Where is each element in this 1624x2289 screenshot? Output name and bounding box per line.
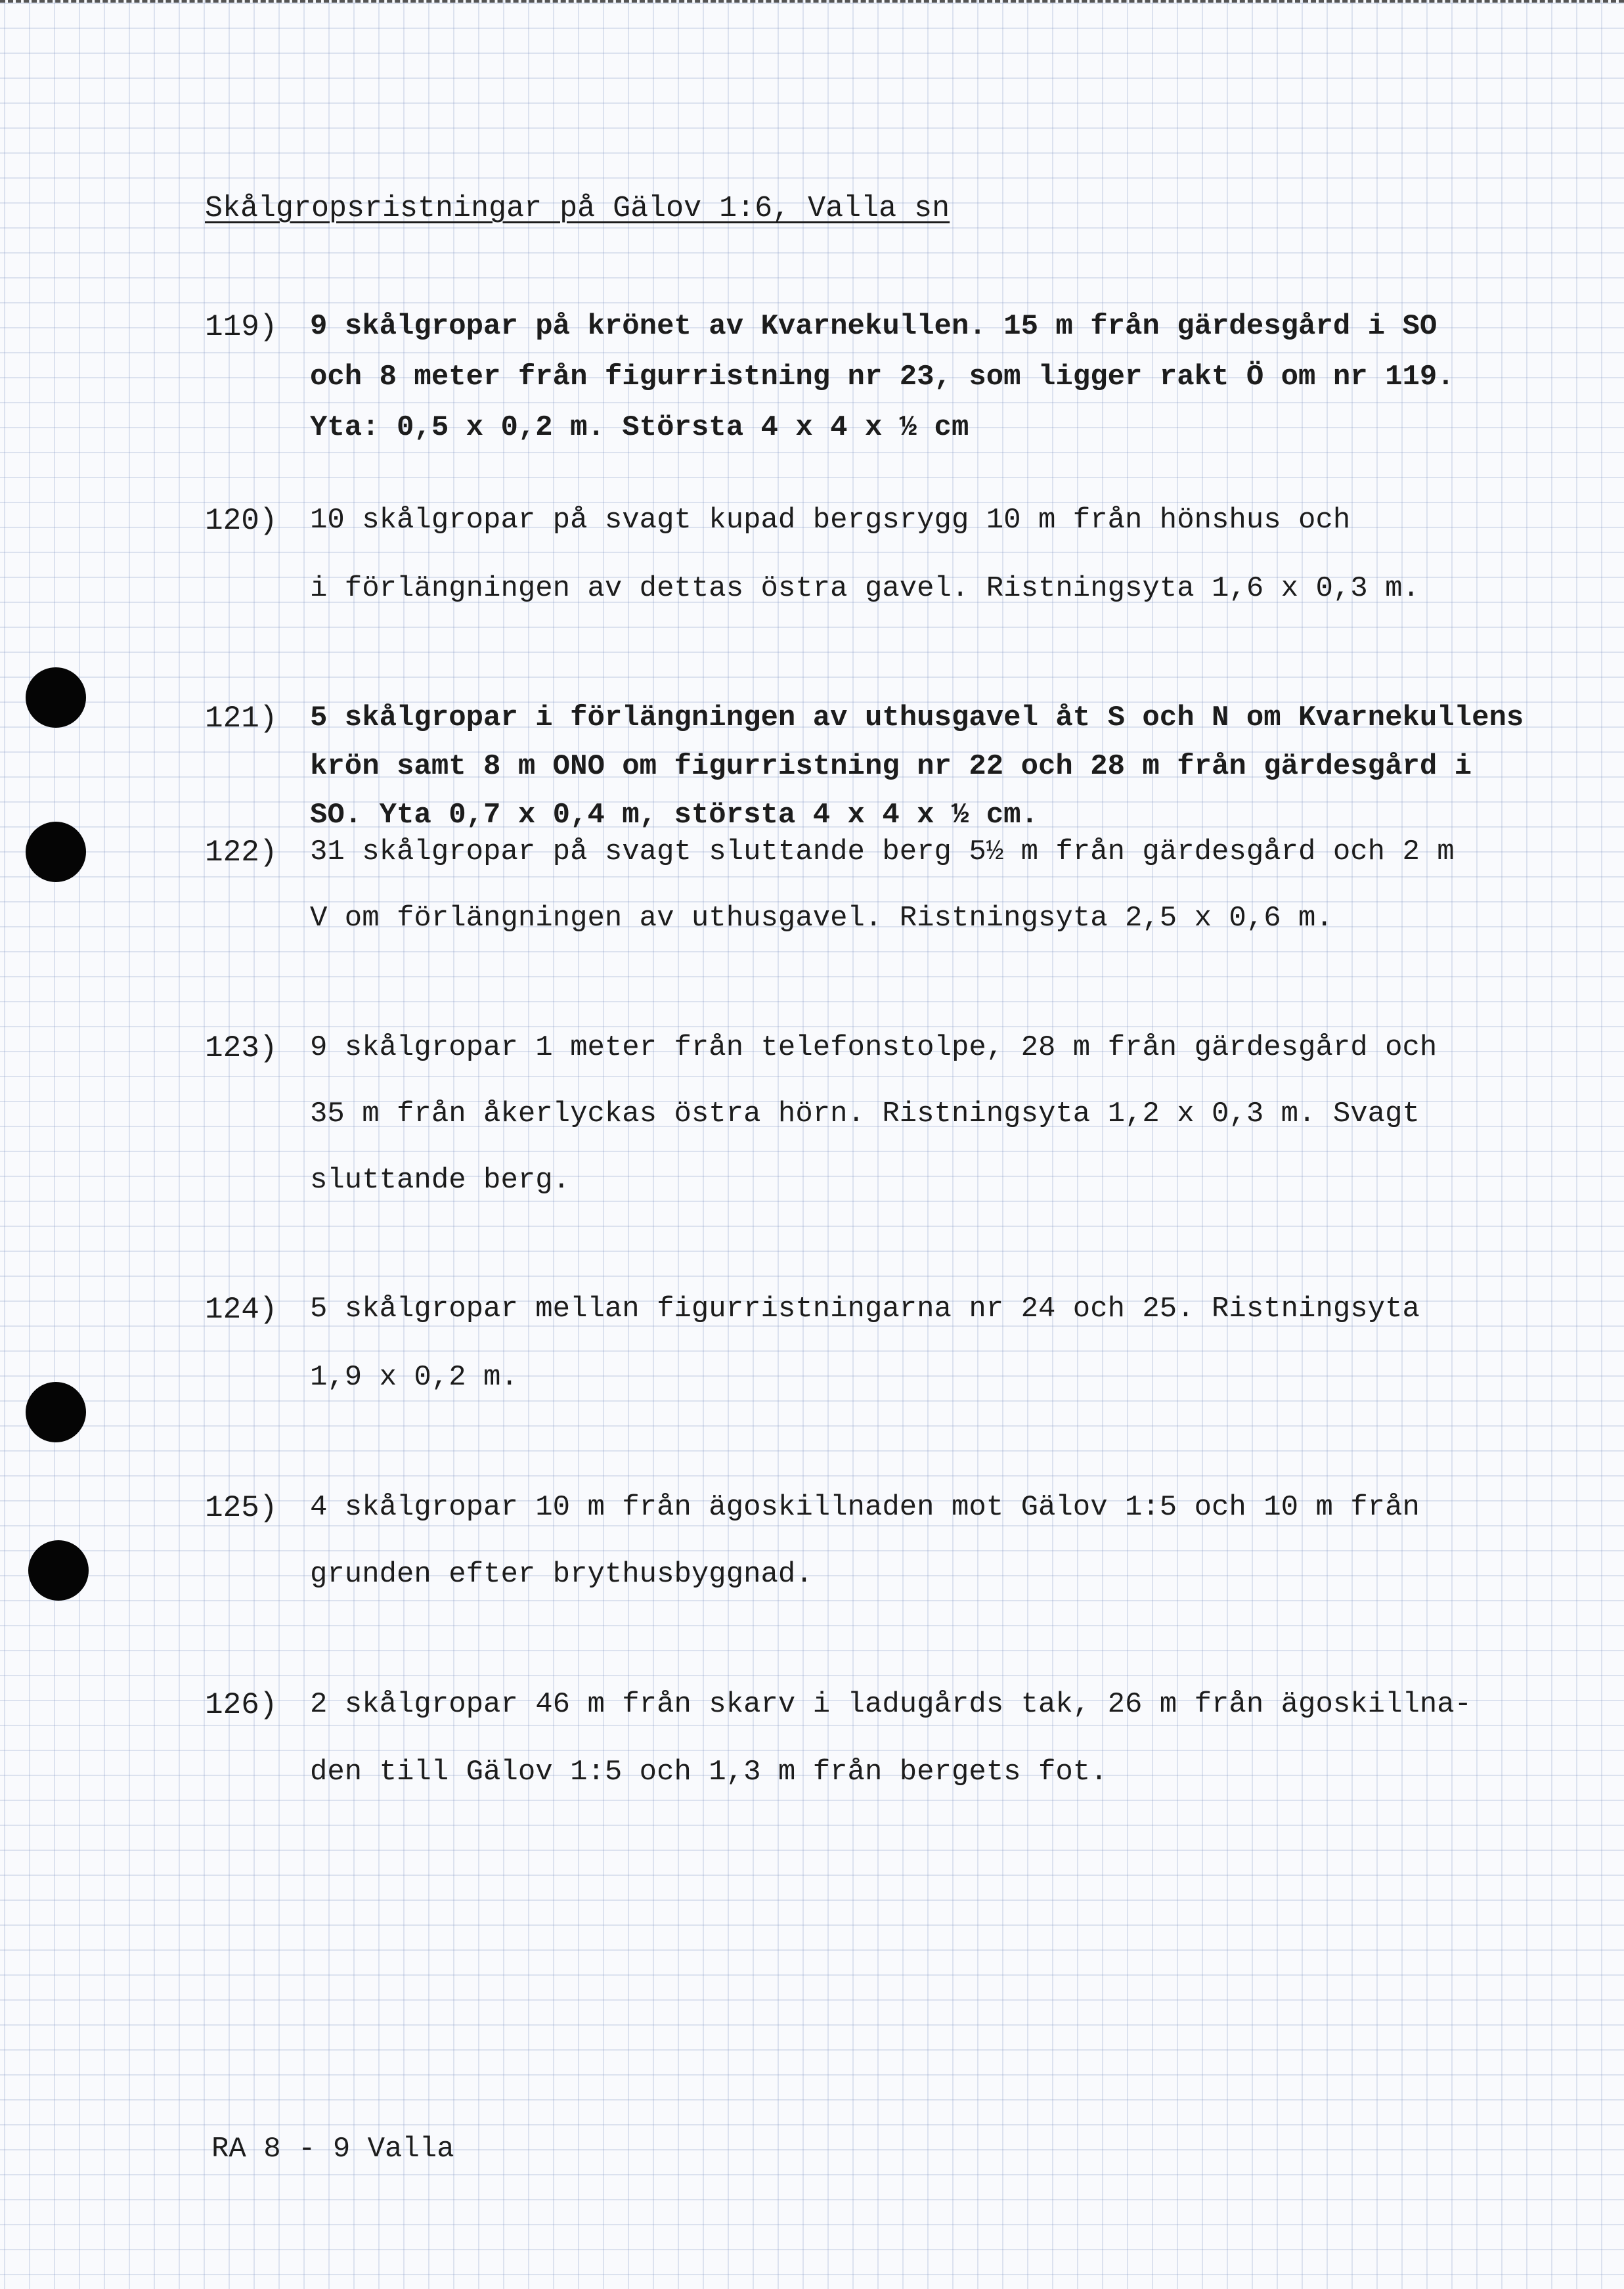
entry-text	[310, 1031, 1558, 1230]
entry-number: 124)	[205, 1293, 278, 1327]
entry-line: 35 m från åkerlyckas östra hörn. Ristningsyta 1,2 x 0,3 m. Svagt	[310, 1098, 1420, 1130]
entry-line: V om förlängningen av uthusgavel. Ristningsyta 2,5 x 0,6 m.	[310, 902, 1333, 935]
entry-text	[310, 1688, 1558, 1823]
punch-hole	[28, 1540, 89, 1601]
entry-line: 4 skålgropar 10 m från ägoskillnaden mot Gälov 1:5 och 10 m från	[310, 1491, 1420, 1524]
entry-line: krön samt 8 m ONO om figurristning nr 22 och 28 m från gärdesgård i	[310, 750, 1472, 783]
entry-text	[310, 1293, 1558, 1429]
entry-line: 9 skålgropar 1 meter från telefonstolpe, 28 m från gärdesgård och	[310, 1031, 1437, 1064]
entry-number: 123)	[205, 1031, 278, 1065]
archive-reference: RA 8 - 9 Valla	[211, 2133, 454, 2166]
entry-line: Yta: 0,5 x 0,2 m. Största 4 x 4 x ½ cm	[310, 411, 969, 444]
entry-number: 125)	[205, 1491, 278, 1525]
entry-line: den till Gälov 1:5 och 1,3 m från bergets fot.	[310, 1756, 1108, 1789]
punch-hole	[26, 667, 86, 728]
entry-number: 126)	[205, 1688, 278, 1722]
entry-text	[310, 504, 1558, 640]
entry-number: 119)	[205, 310, 278, 344]
entry-text	[310, 1491, 1558, 1625]
punch-hole	[26, 822, 86, 882]
entry-line: 5 skålgropar i förlängningen av uthusgavel åt S och N om Kvarnekullens	[310, 701, 1524, 734]
entry-text	[310, 835, 1558, 968]
document-title: Skålgropsristningar på Gälov 1:6, Valla sn	[205, 192, 950, 225]
entry-line: 9 skålgropar på krönet av Kvarnekullen. 15 m från gärdesgård i SO	[310, 310, 1437, 343]
entry-number: 120)	[205, 504, 278, 538]
punch-hole	[26, 1382, 86, 1442]
entry-line: grunden efter brythusbyggnad.	[310, 1558, 813, 1591]
entry-line: 31 skålgropar på svagt sluttande berg 5½ m från gärdesgård och 2 m	[310, 835, 1455, 868]
entry-text	[310, 310, 1558, 462]
entry-line: sluttande berg.	[310, 1164, 571, 1197]
entry-line: SO. Yta 0,7 x 0,4 m, största 4 x 4 x ½ cm.	[310, 799, 1038, 832]
entry-line: och 8 meter från figurristning nr 23, som ligger rakt Ö om nr 119.	[310, 361, 1455, 393]
entry-line: i förlängningen av dettas östra gavel. Ristningsyta 1,6 x 0,3 m.	[310, 572, 1420, 605]
entry-number: 122)	[205, 835, 278, 870]
entry-line: 1,9 x 0,2 m.	[310, 1361, 518, 1394]
entry-line: 10 skålgropar på svagt kupad bergsrygg 10 m från hönshus och	[310, 504, 1351, 537]
perforated-top-edge	[0, 0, 1624, 3]
entry-text	[310, 701, 1558, 847]
entry-line: 2 skålgropar 46 m från skarv i ladugårds tak, 26 m från ägoskillna-	[310, 1688, 1472, 1721]
entry-line: 5 skålgropar mellan figurristningarna nr 24 och 25. Ristningsyta	[310, 1293, 1420, 1325]
entry-number: 121)	[205, 701, 278, 736]
